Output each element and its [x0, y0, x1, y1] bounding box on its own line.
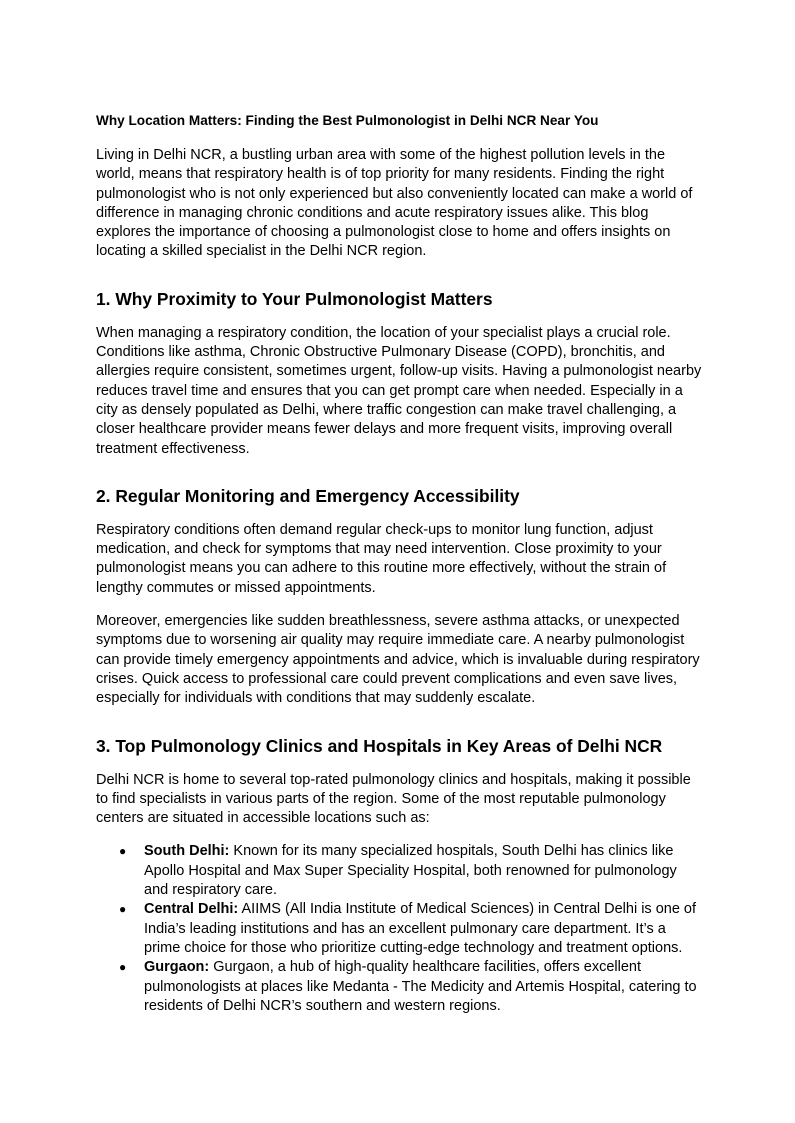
section-1-heading: 1. Why Proximity to Your Pulmonologist Matters [96, 288, 493, 309]
section-2-heading: 2. Regular Monitoring and Emergency Accessibility [96, 485, 520, 506]
list-item-label: South Delhi: [144, 843, 230, 860]
list-item-gurgaon [119, 958, 704, 1016]
list-item-text: Gurgaon, a hub of high-quality healthcare facilities, offers excellent pulmonologists at places like Medanta - The Medicity and Artemis Hospital, catering to residents of Delhi NCR’s southern and western regions. [144, 959, 697, 1014]
section-3-heading: 3. Top Pulmonology Clinics and Hospitals in Key Areas of Delhi NCR [96, 735, 663, 756]
list-item-south-delhi [119, 842, 704, 900]
document-title: Why Location Matters: Finding the Best Pulmonologist in Delhi NCR Near You [96, 113, 599, 128]
section-3-paragraph: Delhi NCR is home to several top-rated pulmonology clinics and hospitals, making it possible to find specialists in various parts of the region. Some of the most reputable pulmonology centers are situated in accessible locations such as: [96, 771, 691, 827]
section-1-paragraph: When managing a respiratory condition, the location of your specialist plays a crucial role. Conditions like asthma, Chronic Obstructive Pulmonary Disease (COPD), bronchitis, and allergies require consistent, sometimes urgent, follow-up visits. Having a pulmonologist nearby reduces travel time and ensures that you can get prompt care when needed. Especially in a city as densely populated as Delhi, where traffic congestion can make travel challenging, a closer healthcare provider means fewer delays and more frequent visits, improving overall treatment effectiveness. [96, 324, 702, 457]
list-item-text: AIIMS (All India Institute of Medical Sciences) in Central Delhi is one of India’s leading institutions and has an excellent pulmonary care department. It’s a prime choice for those who prioritize cutting-edge technology and treatment options. [144, 901, 697, 956]
clinic-locations-list [96, 842, 704, 1016]
bullet-icon: ● [119, 844, 127, 859]
list-item-central-delhi [119, 900, 704, 958]
intro-paragraph: Living in Delhi NCR, a bustling urban area with some of the highest pollution levels in the world, means that respiratory health is of top priority for many residents. Finding the right pulmonologist who is not only experienced but also conveniently located can make a world of difference in managing chronic conditions and acute respiratory issues alike. This blog explores the importance of choosing a pulmonologist close to home and offers insights on locating a skilled specialist in the Delhi NCR region. [96, 147, 693, 260]
list-item-label: Central Delhi: [144, 901, 239, 918]
bullet-icon: ● [119, 960, 127, 975]
section-2-paragraph-2: Moreover, emergencies like sudden breathlessness, severe asthma attacks, or unexpected symptoms due to worsening air quality may require immediate care. A nearby pulmonologist can provide timely emergency appointments and advice, which is invaluable during respiratory crises. Quick access to professional care could prevent complications and even save lives, especially for individuals with conditions that may suddenly escalate. [96, 613, 700, 707]
list-item-label: Gurgaon: [144, 959, 210, 976]
list-item-text: Known for its many specialized hospitals, South Delhi has clinics like Apollo Hospital and Max Super Speciality Hospital, both renowned for pulmonology and respiratory care. [144, 843, 677, 899]
bullet-icon: ● [119, 902, 127, 917]
section-2-paragraph-1: Respiratory conditions often demand regular check-ups to monitor lung function, adjust medication, and check for symptoms that may need intervention. Close proximity to your pulmonologist means you can adhere to this routine more effectively, without the strain of lengthy commutes or missed appointments. [96, 521, 667, 596]
document-page [96, 111, 704, 1016]
